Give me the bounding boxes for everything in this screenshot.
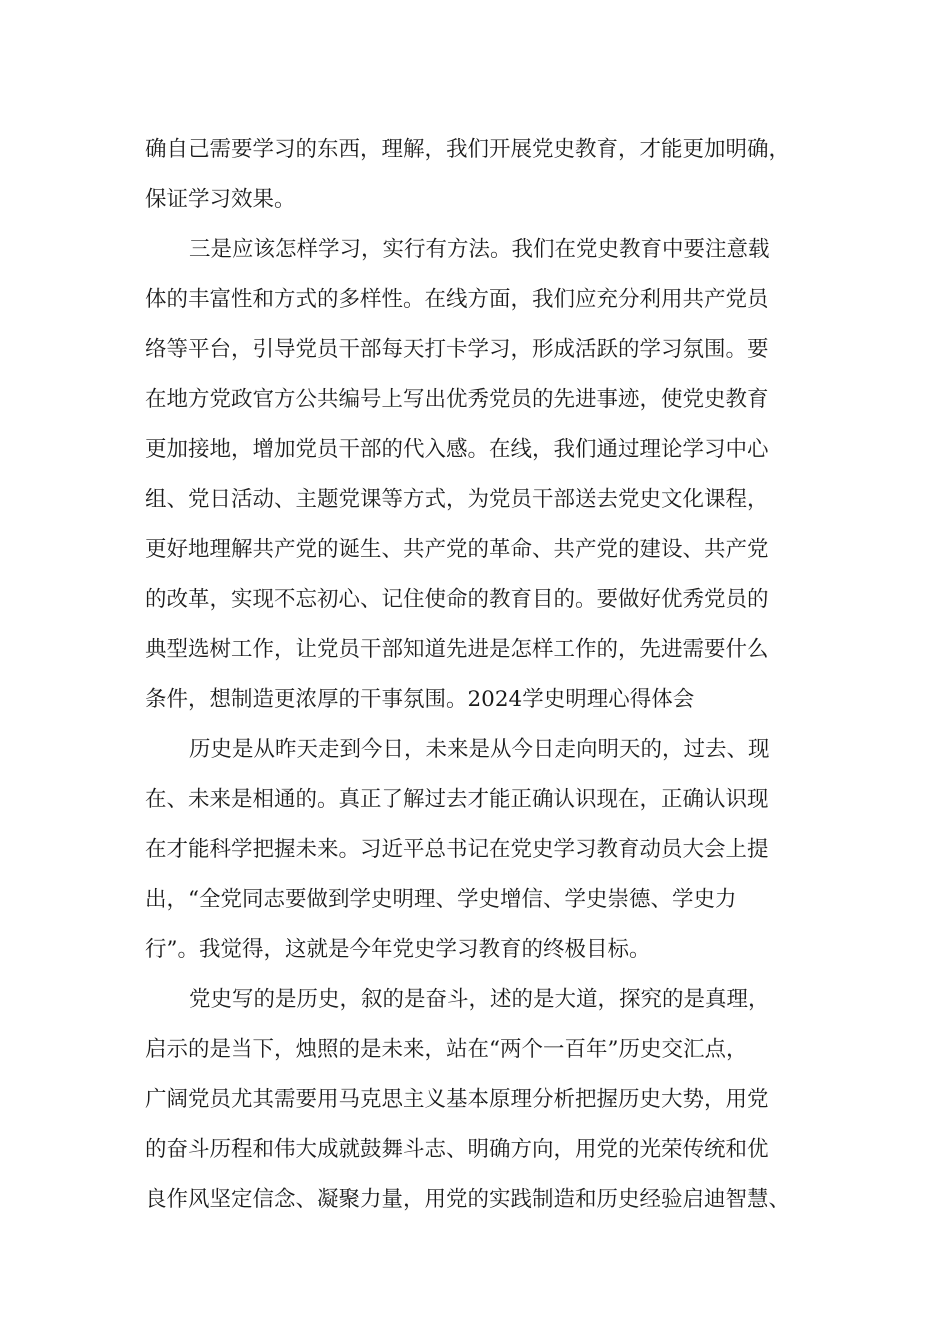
text-line: 组、党日活动、主题党课等方式，为党员干部送去党史文化课程， (145, 487, 769, 512)
text-line: 典型选树工作，让党员干部知道先进是怎样工作的，先进需要什么 (145, 637, 769, 662)
text-line: 络等平台，引导党员干部每天打卡学习，形成活跃的学习氛围。要 (145, 337, 769, 362)
text-line: 在地方党政官方公共编号上写出优秀党员的先进事迹，使党史教育 (145, 387, 769, 412)
text-line: 的改革，实现不忘初心、记住使命的教育目的。要做好优秀党员的 (145, 587, 769, 612)
paragraph-history-intro (145, 725, 825, 975)
text-line: 体的丰富性和方式的多样性。在线方面，我们应充分利用共产党员 (145, 287, 769, 312)
paragraph-party-history (145, 975, 825, 1225)
text-line: 出，“全党同志要做到学史明理、学史增信、学史崇德、学史力 (145, 887, 737, 912)
text-line: 良作风坚定信念、凝聚力量，用党的实践制造和历史经验启迪智慧、 (145, 1187, 791, 1212)
text-line: 更加接地，增加党员干部的代入感。在线，我们通过理论学习中心 (145, 437, 769, 462)
text-line: 行”。我觉得，这就是今年党史学习教育的终极目标。 (145, 937, 651, 962)
text-line: 条件，想制造更浓厚的干事氛围。2024学史明理心得体会 (145, 687, 695, 712)
text-line: 三是应该怎样学习，实行有方法。我们在党史教育中要注意载 (189, 237, 770, 262)
paragraph-point-three (145, 225, 825, 725)
text-line: 广阔党员尤其需要用马克思主义基本原理分析把握历史大势，用党 (145, 1087, 769, 1112)
text-line: 的奋斗历程和伟大成就鼓舞斗志、明确方向，用党的光荣传统和优 (145, 1137, 769, 1162)
paragraph-continuation (145, 125, 825, 225)
text-line: 党史写的是历史，叙的是奋斗，述的是大道，探究的是真理， (189, 987, 770, 1012)
text-line: 确自己需要学习的东西，理解，我们开展党史教育，才能更加明确， (145, 137, 791, 162)
text-line: 在、未来是相通的。真正了解过去才能正确认识现在，正确认识现 (145, 787, 769, 812)
text-line: 启示的是当下，烛照的是未来，站在“两个一百年”历史交汇点， (145, 1037, 748, 1062)
text-line: 历史是从昨天走到今日，未来是从今日走向明天的，过去、现 (189, 737, 770, 762)
document-body (145, 125, 825, 1225)
text-line: 更好地理解共产党的诞生、共产党的革命、共产党的建设、共产党 (145, 537, 769, 562)
text-line: 保证学习效果。 (145, 187, 296, 212)
text-line: 在才能科学把握未来。习近平总书记在党史学习教育动员大会上提 (145, 837, 769, 862)
